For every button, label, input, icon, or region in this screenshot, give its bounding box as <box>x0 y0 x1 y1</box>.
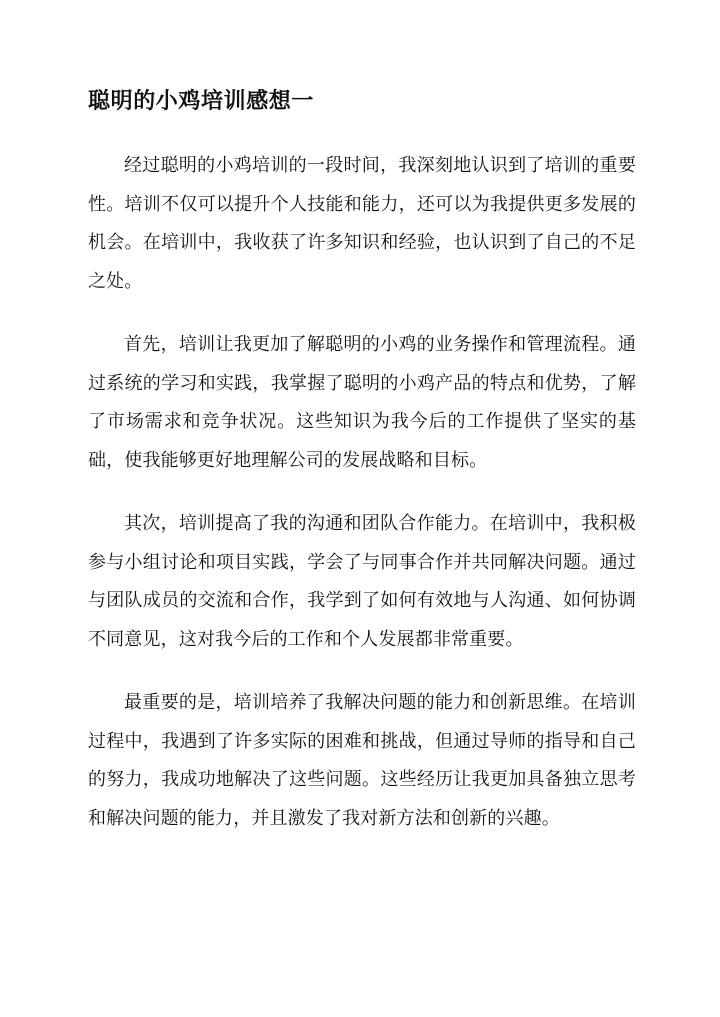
paragraph-3: 其次，培训提高了我的沟通和团队合作能力。在培训中，我积极参与小组讨论和项目实践，学会了与同事合作并共同解决问题。通过与团队成员的交流和合作，我学到了如何有效地与人沟通、如何协调不同意见，这对我今后的工作和个人发展都非常重要。 <box>88 513 636 650</box>
document-body <box>88 147 636 863</box>
paragraph-2: 首先，培训让我更加了解聪明的小鸡的业务操作和管理流程。通过系统的学习和实践，我掌握了聪明的小鸡产品的特点和优势，了解了市场需求和竞争状况。这些知识为我今后的工作提供了坚实的基础，使我能够更好地理解公司的发展战略和目标。 <box>88 334 636 471</box>
page-title: 聪明的小鸡培训感想一 <box>88 88 315 114</box>
paragraph-4: 最重要的是，培训培养了我解决问题的能力和创新思维。在培训过程中，我遇到了许多实际的困难和挑战，但通过导师的指导和自己的努力，我成功地解决了这些问题。这些经历让我更加具备独立思考和解决问题的能力，并且激发了我对新方法和创新的兴趣。 <box>88 692 636 829</box>
paragraph-1: 经过聪明的小鸡培训的一段时间，我深刻地认识到了培训的重要性。培训不仅可以提升个人技能和能力，还可以为我提供更多发展的机会。在培训中，我收获了许多知识和经验，也认识到了自己的不足之处。 <box>88 155 636 292</box>
